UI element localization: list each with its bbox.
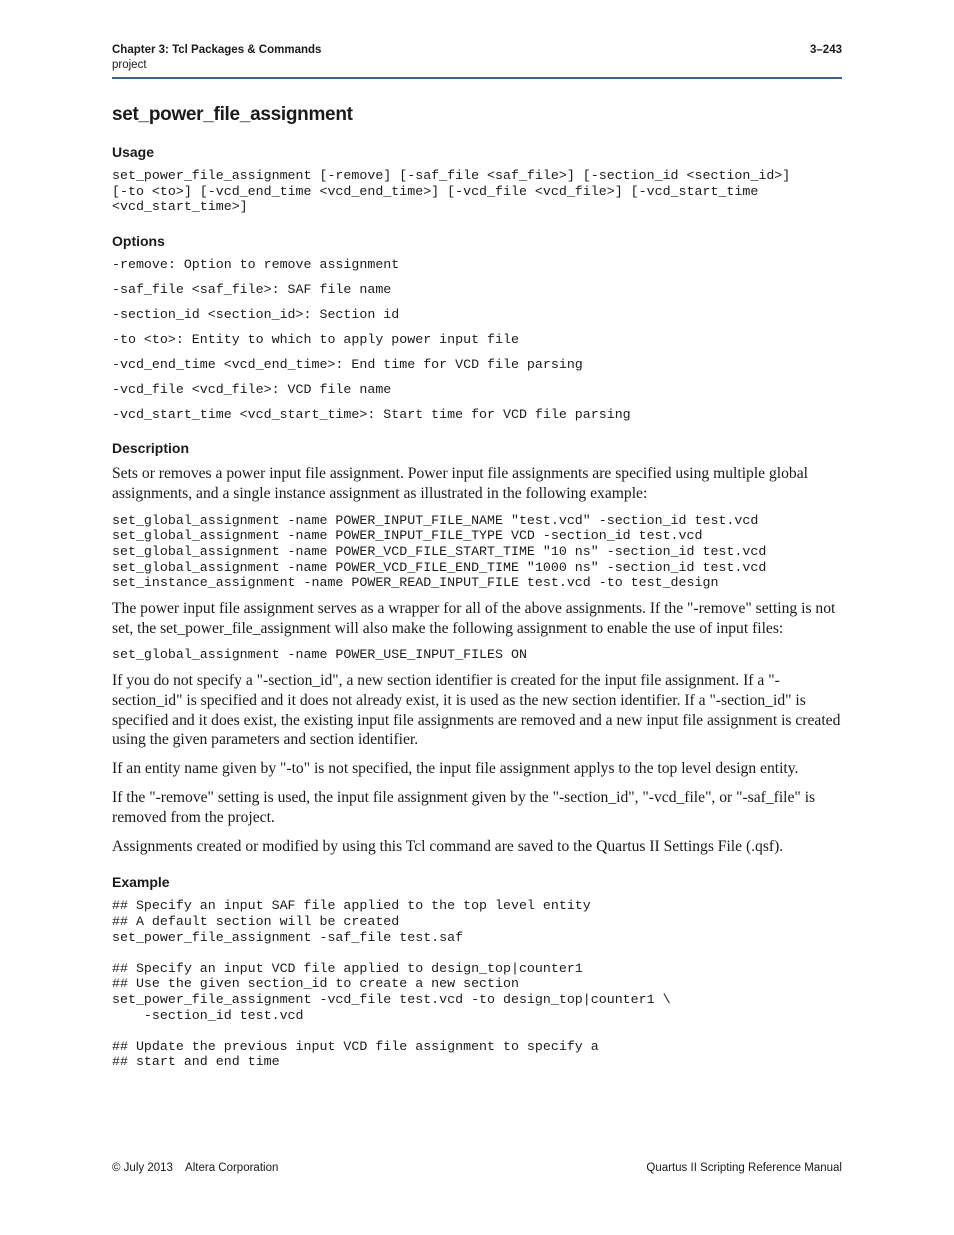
page-header xyxy=(112,43,842,73)
option-item: -saf_file <saf_file>: SAF file name xyxy=(112,281,392,297)
example-heading: Example xyxy=(112,874,170,891)
page-number: 3–243 xyxy=(810,44,842,56)
description-paragraph: If an entity name given by "-to" is not specified, the input file assignment applys to the top level design entity. xyxy=(112,760,799,778)
options-heading: Options xyxy=(112,232,165,249)
description-code: set_global_assignment -name POWER_INPUT_FILE_NAME "test.vcd" -section_id test.vcd set_global_assignment -name POWER_INPUT_FILE_TYPE VCD -section_id test.vcd set_global_assignment -name POWER_VCD_FILE_START_TIME "10 ns" -section_id test.vcd set_global_assignment -name POWER_VCD_FILE_END_TIME "1000 ns" -section_id test.vcd set_instance_assignment -name POWER_READ_INPUT_FILE test.vcd -to test_design xyxy=(112,512,767,591)
page-footer xyxy=(112,1162,842,1174)
description-code: set_global_assignment -name POWER_USE_INPUT_FILES ON xyxy=(112,647,527,663)
option-item: -to <to>: Entity to which to apply power input file xyxy=(112,331,519,347)
option-item: -vcd_start_time <vcd_start_time>: Start time for VCD file parsing xyxy=(112,406,631,422)
option-item: -section_id <section_id>: Section id xyxy=(112,306,400,322)
usage-heading: Usage xyxy=(112,144,155,160)
section-name: project xyxy=(112,59,147,71)
description-heading: Description xyxy=(112,440,190,457)
description-paragraph: If the "-remove" setting is used, the input file assignment given by the "-section_id", "-vcd_file", or "-saf_file" is removed from the project. xyxy=(112,789,816,826)
option-item: -remove: Option to remove assignment xyxy=(112,256,400,272)
usage-code: set_power_file_assignment [-remove] [-saf_file <saf_file>] [-section_id <section_id>] [-to <to>] [-vcd_end_time <vcd_end_time>] [-vcd_file <vcd_file>] [-vcd_start_time <vcd_start_time>] xyxy=(112,168,791,215)
header-rule xyxy=(112,77,842,79)
example-code: ## Specify an input SAF file applied to the top level entity ## A default section will be created set_power_file_assignment -saf_file test.saf ## Specify an input VCD file applied to design_top|counter1 ## Use the given section_id to create a new section set_power_file_assignment -vcd_file test.vcd -to design_top|counter1 \ -section_id test.vcd ## Update the previous input VCD file assignment to specify a ## start and end time xyxy=(112,898,671,1070)
footer-manual-title: Quartus II Scripting Reference Manual xyxy=(646,1162,842,1174)
page-title: set_power_file_assignment xyxy=(112,104,353,125)
description-paragraph: The power input file assignment serves as a wrapper for all of the above assignments. If the "-remove" setting is not set, the set_power_file_assignment will also make the following assignment to enable the use of input files: xyxy=(112,599,836,637)
main-content xyxy=(112,104,847,1070)
chapter-title: Chapter 3: Tcl Packages & Commands xyxy=(112,44,322,56)
option-item: -vcd_file <vcd_file>: VCD file name xyxy=(112,381,392,397)
description-paragraph: If you do not specify a "-section_id", a new section identifier is created for the input file assignment. If a "-section_id" is specified and it does not already exist, it is used as the new section identifier. If a "-section_id" is specified and it does exist, the existing input file assignments are removed and a new input file assignment is created using the given parameters and section identifier. xyxy=(112,672,841,749)
footer-copyright: © July 2013 Altera Corporation xyxy=(112,1162,279,1174)
description-paragraph: Assignments created or modified by using this Tcl command are saved to the Quartus II Settings File (.qsf). xyxy=(112,837,784,855)
option-item: -vcd_end_time <vcd_end_time>: End time for VCD file parsing xyxy=(112,356,583,372)
description-paragraph: Sets or removes a power input file assignment. Power input file assignments are specified using multiple global assignments, and a single instance assignment as illustrated in the following example: xyxy=(112,465,808,503)
